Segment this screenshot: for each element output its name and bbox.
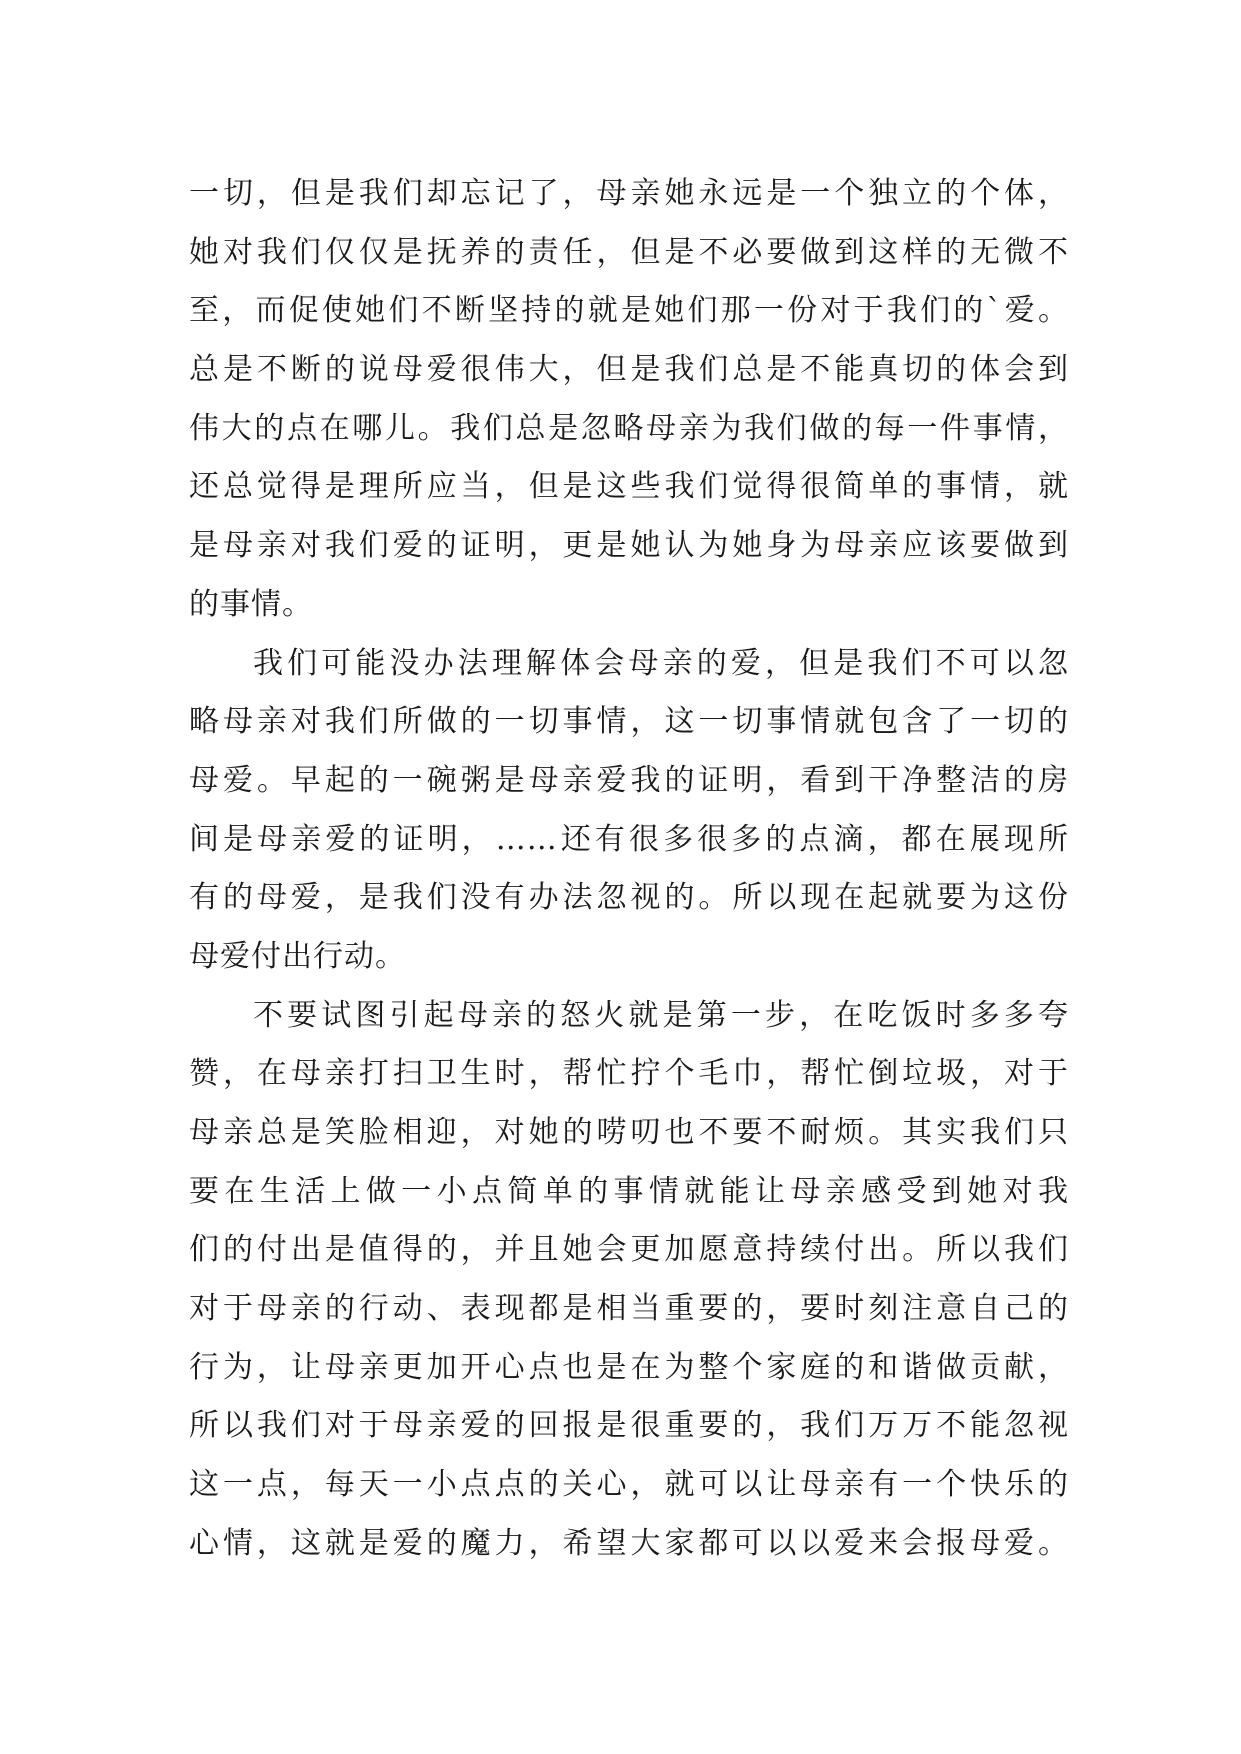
text-line: 母爱付出行动。 (189, 938, 406, 974)
text-line: 伟大的点在哪儿。我们总是忽略母亲为我们做的每一件事情， (189, 410, 1069, 446)
text-line: 总是不断的说母爱很伟大，但是我们总是不能真切的体会到 (189, 352, 1069, 388)
text-line: 所以我们对于母亲爱的回报是很重要的，我们万万不能忽视 (189, 1408, 1069, 1444)
paragraph-1 (189, 165, 1069, 635)
text-line: 母爱。早起的一碗粥是母亲爱我的证明，看到干净整洁的房 (189, 762, 1069, 798)
text-line: 不要试图引起母亲的怒火就是第一步，在吃饭时多多夸 (253, 997, 1069, 1033)
text-line: 间是母亲爱的证明，……还有很多很多的点滴，都在展现所 (189, 821, 1069, 857)
text-line: 赞，在母亲打扫卫生时，帮忙拧个毛巾，帮忙倒垃圾，对于 (189, 1056, 1069, 1092)
text-line: 我们可能没办法理解体会母亲的爱，但是我们不可以忽 (253, 645, 1069, 681)
text-line: 至，而促使她们不断坚持的就是她们那一份对于我们的`爱。 (189, 293, 1069, 329)
text-line: 这一点，每天一小点点的关心，就可以让母亲有一个快乐的 (189, 1467, 1069, 1503)
text-line: 要在生活上做一小点简单的事情就能让母亲感受到她对我 (189, 1173, 1069, 1209)
text-line: 她对我们仅仅是抚养的责任，但是不必要做到这样的无微不 (189, 234, 1069, 270)
text-line: 有的母爱，是我们没有办法忽视的。所以现在起就要为这份 (189, 880, 1069, 916)
text-line: 心情，这就是爱的魔力，希望大家都可以以爱来会报母爱。 (189, 1525, 1069, 1561)
text-line: 的事情。 (189, 586, 313, 622)
paragraph-2 (189, 635, 1069, 987)
paragraph-3 (189, 987, 1069, 1574)
text-line: 行为，让母亲更加开心点也是在为整个家庭的和谐做贡献， (189, 1349, 1069, 1385)
text-line: 略母亲对我们所做的一切事情，这一切事情就包含了一切的 (189, 704, 1069, 740)
text-line: 还总觉得是理所应当，但是这些我们觉得很简单的事情，就 (189, 469, 1069, 505)
text-line: 对于母亲的行动、表现都是相当重要的，要时刻注意自己的 (189, 1291, 1069, 1327)
text-line: 母亲总是笑脸相迎，对她的唠叨也不要不耐烦。其实我们只 (189, 1115, 1069, 1150)
document-body (189, 165, 1069, 1574)
text-line: 是母亲对我们爱的证明，更是她认为她身为母亲应该要做到 (189, 528, 1069, 564)
text-line: 们的付出是值得的，并且她会更加愿意持续付出。所以我们 (189, 1232, 1069, 1268)
text-line: 一切，但是我们却忘记了，母亲她永远是一个独立的个体， (189, 176, 1069, 211)
